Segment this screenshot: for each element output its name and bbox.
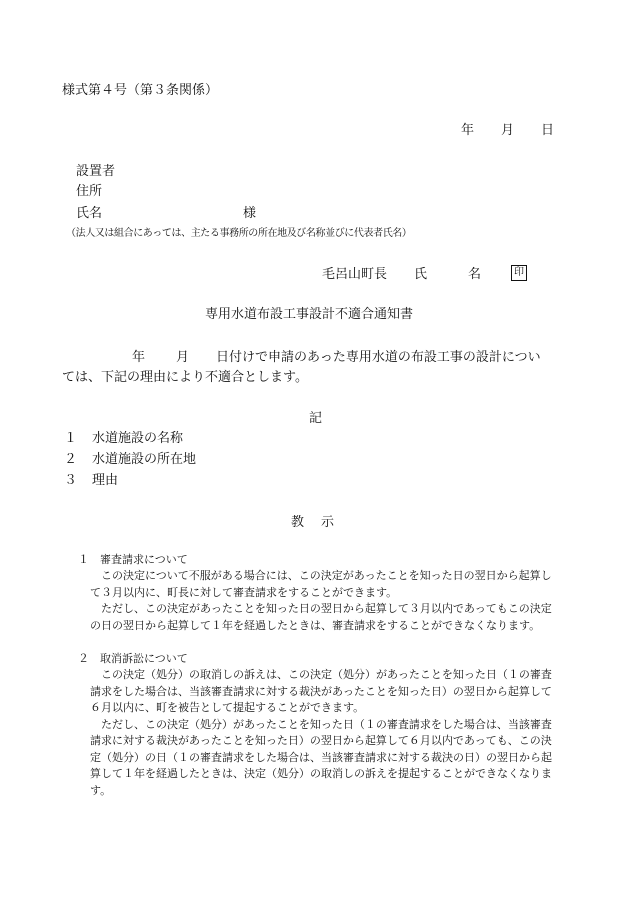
body-year: 年: [132, 350, 146, 365]
form-label: 様式第４号（第３条関係）: [62, 83, 219, 98]
issuer-mei: 名: [468, 267, 482, 282]
section-2-paragraph-1: この決定（処分）の取消しの訴えは、この決定（処分）があったことを知った日（１の審査請求をした場合は、当該審査請求に対する裁決があったことを知った日）の翌日から起算して６月以内に、町を被告として提起することができます。: [90, 668, 552, 714]
date-year: 年: [461, 123, 475, 138]
body-month: 月: [176, 350, 190, 365]
document-title: 専用水道布設工事設計不適合通知書: [205, 307, 414, 322]
section-1-paragraph-2: ただし、この決定があったことを知った日の翌日から起算して３月以内であってもこの決定の日の翌日から起算して１年を経過したときは、審査請求をすることができなくなります。: [90, 602, 552, 632]
address-label: 住所: [76, 184, 103, 199]
item-number: ２: [64, 452, 78, 467]
kyoji-heading: 教 示: [291, 515, 337, 530]
date-day: 日: [541, 123, 555, 138]
section-title: 取消訴訟について: [100, 652, 188, 665]
section-title: 審査請求について: [100, 553, 188, 566]
section-2-paragraphs: [90, 667, 560, 799]
corporation-note: （法人又は組合にあっては、主たる事務所の所在地及び名称並びに代表者氏名）: [66, 228, 412, 239]
seal-mark: 印: [511, 265, 527, 281]
section-1-paragraphs: [90, 568, 560, 634]
item-text: 水道施設の所在地: [92, 452, 197, 467]
section-2-paragraph-2: ただし、この決定（処分）があったことを知った日（１の審査請求をした場合は、当該審査請求に対する裁決があったことを知った日）の翌日から起算して６月以内であっても、この決定（処分）の日（１の審査請求をした場合は、当該審査請求に対する裁決の日）の翌日から起算して１年を経過したときは、決定（処分）の取消しの訴えを提起することができなくなります。: [90, 717, 552, 797]
item-number: ３: [64, 473, 78, 488]
issuer-shi: 氏: [414, 267, 428, 282]
section-number: １: [78, 553, 89, 566]
section-1-paragraph-1: この決定について不服がある場合には、この決定があったことを知った日の翌日から起算して３月以内に、町長に対して審査請求をすることができます。: [90, 569, 552, 599]
name-label: 氏名: [76, 206, 103, 221]
section-number: ２: [78, 652, 89, 665]
issuer-title: 毛呂山町長: [322, 267, 388, 282]
date-month: 月: [501, 123, 515, 138]
ki-heading: 記: [309, 411, 323, 426]
item-text: 水道施設の名称: [92, 431, 184, 446]
body-line2: ては、下記の理由により不適合とします。: [62, 370, 308, 385]
item-number: １: [64, 431, 78, 446]
body-line1-rest: 日付けで申請のあった専用水道の布設工事の設計につい: [216, 350, 541, 365]
item-text: 理由: [92, 473, 119, 488]
installer-label: 設置者: [76, 164, 116, 179]
honorific: 様: [243, 206, 257, 221]
